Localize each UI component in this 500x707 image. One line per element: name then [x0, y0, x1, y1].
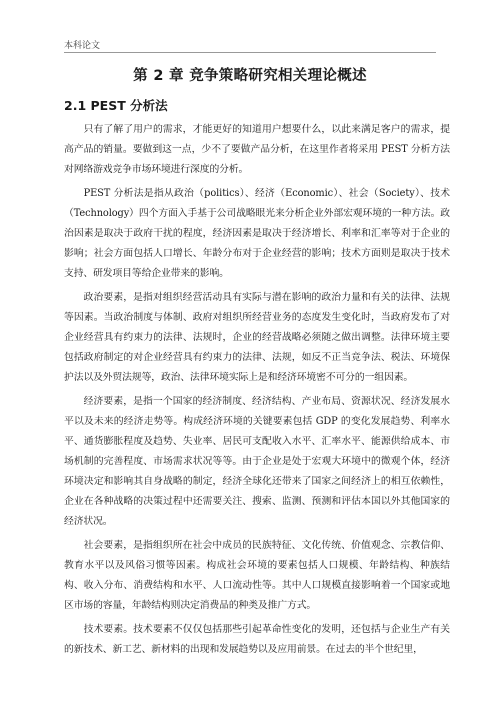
- paragraph-economic: 经济要素，是指一个国家的经济制度、经济结构、产业布局、资源状况、经济发展水平以及未来的经济走势等。构成经济环境的关键要素包括 GDP 的变化发展趋势、利率水平、通货膨胀程度及趋势、失业率、居民可支配收入水平、汇率水平、能源供给成本、市场机制的完善程度、市场需求状况等等。由于企业是处于宏观大环境中的微观个体，经济环境决定和影响其自身战略的制定，经济全球化还带来了国家之间经济上的相互依赖性，企业在各种战略的决策过程中还需要关注、搜索、监测、预测和评估本国以外其他国家的经济状况。: [64, 396, 450, 527]
- paragraph-technology: 技术要素。技术要素不仅仅包括那些引起革命性变化的发明，还包括与企业生产有关的新技术、新工艺、新材料的出现和发展趋势以及应用前景。在过去的半个世纪里，: [64, 624, 450, 655]
- paragraph-pest-definition: PEST 分析法是指从政治（politics）、经济（Economic）、社会（Society）、技术（Technology）四个方面入手基于公司战略眼光来分析企业外部宏观环境的一种方法。政治因素是取决于政府干扰的程度，经济因素是取决于经济增长、利率和汇率等对于企业的影响；社会方面包括人口增长、年龄分布对于企业经营的影响；技术方面则是取决于技术支持、研发项目等给企业带来的影响。: [64, 188, 450, 279]
- chapter-title: 第 2 章 竞争策略研究相关理论概述: [133, 68, 367, 84]
- running-header: 本科论文: [64, 41, 101, 51]
- section-title: 2.1 PEST 分析法: [64, 98, 168, 113]
- paragraph-political: 政治要素，是指对组织经营活动具有实际与潜在影响的政治力量和有关的法律、法规等因素。当政治制度与体制、政府对组织所经营业务的态度发生变化时，当政府发布了对企业经营具有约束力的法律、法规时，企业的经营战略必须随之做出调整。法律环境主要包括政府制定的对企业经营具有约束力的法律、法规，如反不正当竞争法、税法、环境保护法以及外贸法规等，政治、法律环境实际上是和经济环境密不可分的一组因素。: [64, 292, 450, 383]
- header-rule: [64, 52, 436, 53]
- paragraph-intro: 只有了解了用户的需求，才能更好的知道用户想要什么，以此来满足客户的需求，提高产品的销量。要做到这一点，少不了要做产品分析，在这里作者将采用 PEST 分析方法对网络游戏竞争市场环境进行深度的分析。: [64, 124, 450, 175]
- body-text: [64, 120, 450, 664]
- paragraph-social: 社会要素，是指组织所在社会中成员的民族特征、文化传统、价值观念、宗教信仰、教育水平以及风俗习惯等因素。构成社会环境的要素包括人口规模、年龄结构、种族结构、收入分布、消费结构和水平、人口流动性等。其中人口规模直接影响着一个国家或地区市场的容量，年龄结构则决定消费品的种类及推广方式。: [64, 540, 450, 611]
